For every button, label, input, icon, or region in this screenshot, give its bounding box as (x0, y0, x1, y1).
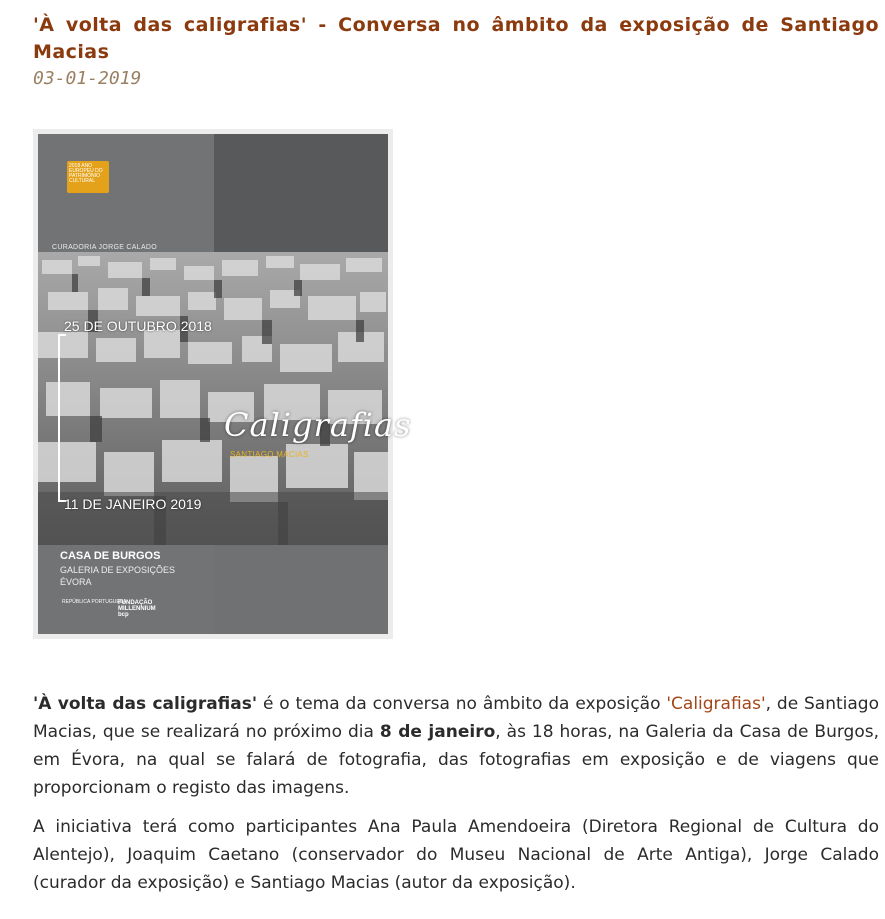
bold-event-date: 8 de janeiro (379, 722, 496, 742)
article-date: 03-01-2019 (33, 68, 142, 89)
poster-right-band (214, 134, 388, 252)
article-body (33, 690, 879, 908)
exhibition-poster[interactable] (38, 134, 412, 634)
poster-venue-details: GALERIA DE EXPOSIÇÕES ÉVORA (60, 565, 176, 587)
exhibition-link[interactable]: 'Caligrafias' (666, 694, 766, 714)
poster-date-start: 25 DE OUTUBRO 2018 (64, 318, 212, 334)
poster-script-title: Caligrafias (224, 406, 412, 444)
poster-date-end: 11 DE JANEIRO 2019 (64, 496, 202, 512)
millennium-bcp-logo: FUNDAÇÃO MILLENNIUM bcp (118, 600, 156, 618)
poster-date-bracket (58, 334, 66, 502)
news-article (33, 0, 879, 893)
article-title: 'À volta das caligrafias' - Conversa no âmbito da exposição de Santiago Macias (33, 14, 879, 63)
poster-image-frame[interactable] (33, 129, 412, 639)
article-paragraph: 'À volta das caligrafias' é o tema da conversa no âmbito da exposição 'Caligrafias', de Santiago Macias, que se realizará no próximo dia 8 de janeiro, às 18 horas, na Galeria da Casa de Burgos, em Évora, na qual se falará de fotografia, das fotografias em exposição e de viagens que proporcionam o registo das imagens. (33, 694, 879, 798)
poster-curator: CURADORIA JORGE CALADO (52, 244, 158, 251)
poster-venue: CASA DE BURGOS (60, 550, 161, 562)
poster-author: SANTIAGO MACIAS (230, 450, 309, 459)
article-paragraph: A iniciativa terá como participantes Ana Paula Amendoeira (Diretora Regional de Cultura do Alentejo), Joaquim Caetano (conservador do Museu Nacional de Arte Antiga), Jorge Calado (curador da exposição) e Santiago Macias (autor da exposição). (33, 817, 879, 893)
bold-event-title: 'À volta das caligrafias' (33, 694, 258, 714)
republica-portuguesa-logo: REPÚBLICA PORTUGUESA (62, 599, 127, 605)
heritage-year-badge: 2018 ANO EUROPEU DO PATRIMÓNIO CULTURAL (67, 161, 109, 193)
